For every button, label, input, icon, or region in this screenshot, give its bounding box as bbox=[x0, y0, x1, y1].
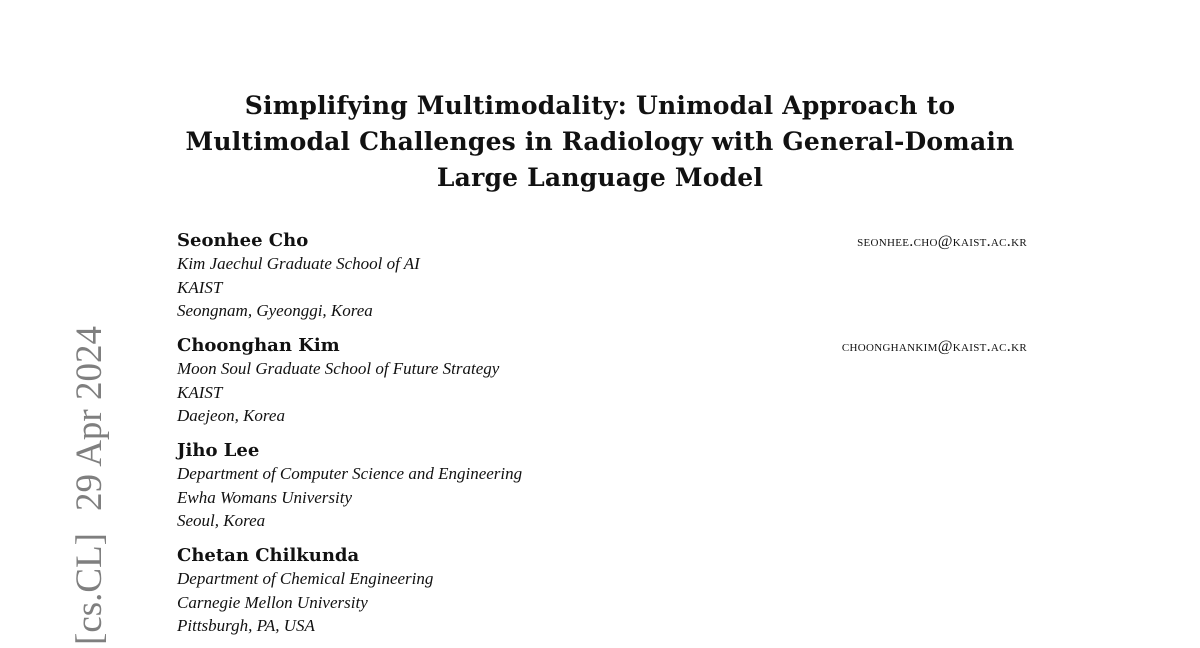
author-block-2 bbox=[177, 335, 1027, 428]
author-location: Seongnam, Gyeonggi, Korea bbox=[177, 301, 373, 320]
author-institution: Ewha Womans University bbox=[177, 487, 353, 507]
author-department: Department of Computer Science and Engineering bbox=[177, 464, 523, 483]
author-institution: Carnegie Mellon University bbox=[177, 592, 368, 612]
author-name: Seonhee Cho bbox=[177, 230, 309, 251]
author-email: choonghankim@kaist.ac.kr bbox=[841, 338, 1027, 355]
title-line-2: Multimodal Challenges in Radiology with General-Domain bbox=[185, 127, 1015, 156]
author-location: Seoul, Korea bbox=[177, 511, 266, 530]
paper-title bbox=[150, 88, 1050, 196]
author-department: Kim Jaechul Graduate School of AI bbox=[177, 254, 420, 273]
author-institution: KAIST bbox=[177, 277, 223, 297]
author-block-3 bbox=[177, 440, 1027, 533]
author-name: Choonghan Kim bbox=[177, 335, 340, 356]
title-line-3: Large Language Model bbox=[436, 163, 764, 192]
author-block-4 bbox=[177, 545, 1027, 638]
author-location: Pittsburgh, PA, USA bbox=[177, 616, 315, 635]
author-name: Chetan Chilkunda bbox=[177, 545, 360, 566]
author-name: Jiho Lee bbox=[177, 440, 260, 461]
arxiv-category: [cs.CL] bbox=[69, 533, 110, 645]
author-email: seonhee.cho@kaist.ac.kr bbox=[857, 233, 1027, 250]
title-line-1: Simplifying Multimodality: Unimodal Approach to bbox=[244, 91, 956, 120]
arxiv-stamp bbox=[70, 326, 110, 645]
author-location: Daejeon, Korea bbox=[177, 406, 285, 425]
author-department: Moon Soul Graduate School of Future Strategy bbox=[177, 359, 500, 378]
author-institution: KAIST bbox=[177, 382, 223, 402]
arxiv-date: 29 Apr 2024 bbox=[69, 326, 110, 511]
author-block-1 bbox=[177, 230, 1027, 323]
author-department: Department of Chemical Engineering bbox=[177, 569, 434, 588]
